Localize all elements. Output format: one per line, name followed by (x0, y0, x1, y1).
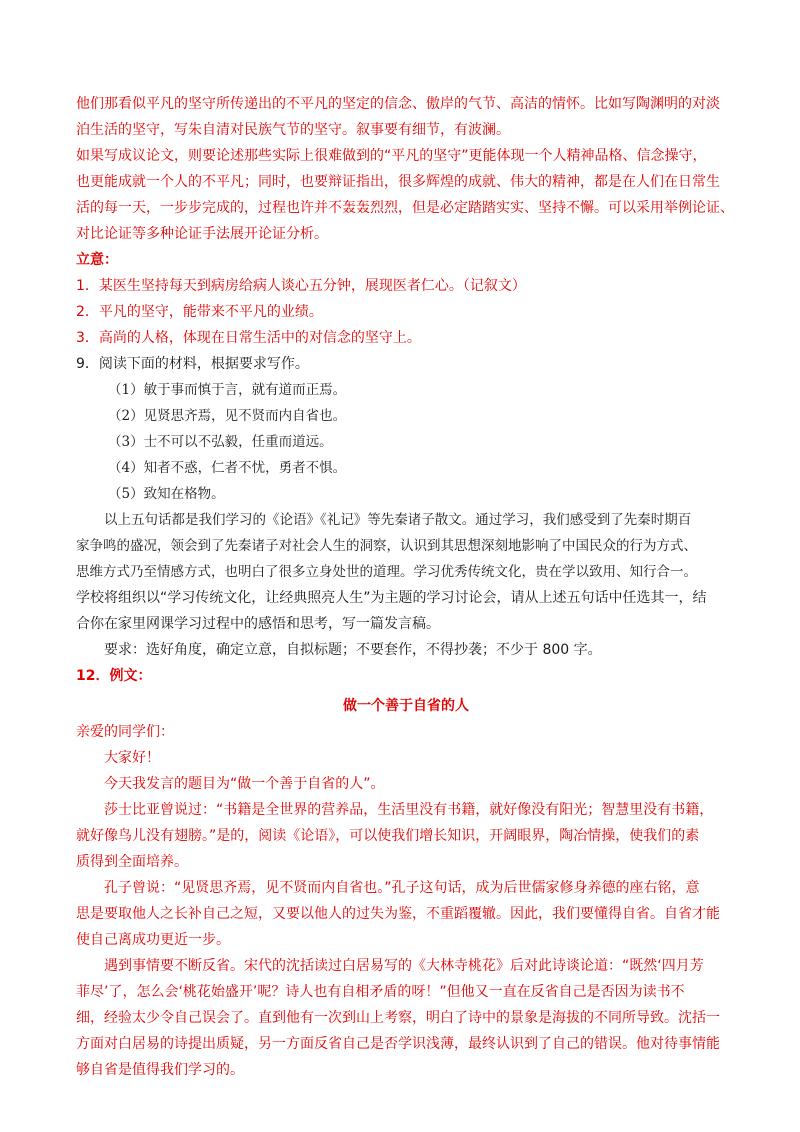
requirement-text: 要求：选好角度，确定立意，自拟标题；不要套作，不得抄袭；不少于 800 字。 (104, 642, 602, 658)
essay-line: 思是要取他人之长补自己之短，又要以他人的过失为鉴，不重蹈覆辙。因此，我们要懂得自省。自省才能 (76, 906, 720, 922)
essay-line: 就好像鸟儿没有翅膀。”是的，阅读《论语》，可以使我们增长知识，开阔眼界，陶冶情操，使我们的素 (76, 828, 700, 844)
essay-line: 够自省是值得我们学习的。 (76, 1062, 244, 1078)
essay-section (76, 663, 736, 1083)
quote-item: （1）敏于事而慎于言，就有道而正焉。 (108, 382, 347, 398)
essay-line: 方面对白居易的诗提出质疑，另一方面反省自己是否学识浅薄，最终认识到了自己的错误。他对待事情能 (76, 1036, 720, 1052)
intro-line: 活的每一天，一步步完成的，过程也许并不轰轰烈烈，但是必定踏踏实实、坚持不懈。可以采用举例论证、 (76, 200, 734, 216)
essay-line: 菲尽’了，怎么会‘桃花始盛开’呢？诗人也有自相矛盾的呀！”但他又一直在反省自己是否因为读书不 (76, 984, 685, 1000)
essay-line: 莎士比亚曾说过：“书籍是全世界的营养品，生活里没有书籍，就好像没有阳光；智慧里没有书籍， (104, 802, 714, 818)
ideas-heading: 立意： (76, 252, 118, 268)
essay-line: 使自己离成功更近一步。 (76, 932, 230, 948)
task-paragraph: 合你在家里网课学习过程中的感悟和思考，写一篇发言稿。 (76, 616, 440, 632)
quote-item: （3）士不可以不弘毅，任重而道远。 (108, 434, 333, 450)
essay-line: 质得到全面培养。 (76, 854, 188, 870)
idea-item: 3．高尚的人格，体现在日常生活中的对信念的坚守上。 (76, 330, 421, 346)
essay-heading: 12．例文： (76, 668, 152, 684)
material-paragraph: 思维方式乃至情感方式，也明白了很多立身处世的道理。学习优秀传统文化，贵在学以致用、知行合一。 (76, 564, 697, 580)
quote-item: （5）致知在格物。 (108, 486, 225, 502)
document-page (76, 91, 736, 1083)
essay-title: 做一个善于自省的人 (343, 698, 469, 714)
quote-item: （4）知者不惑，仁者不忧，勇者不惧。 (108, 460, 347, 476)
essay-line: 遇到事情要不断反省。宋代的沈括读过白居易写的《大林寺桃花》后对此诗谈论道：“既然‘四月芳 (104, 958, 704, 974)
material-paragraph: 家争鸣的盛况，领会到了先秦诸子对社会人生的洞察，认识到其思想深刻地影响了中国民众的行为方式、 (76, 538, 697, 554)
essay-line: 大家好！ (104, 750, 160, 766)
ideas-section (76, 247, 736, 351)
intro-line: 对比论证等多种论证手法展开论证分析。 (76, 226, 328, 242)
intro-line: 他们那看似平凡的坚守所传递出的不平凡的坚定的信念、傲岸的气节、高洁的情怀。比如写陶渊明的对淡 (76, 96, 720, 112)
intro-line: 如果写成议论文，则要论述那些实际上很难做到的“平凡的坚守”更能体现一个人精神品格、信念操守， (76, 148, 707, 164)
question-stem: 9．阅读下面的材料，根据要求写作。 (76, 356, 309, 372)
question-section (76, 351, 736, 663)
intro-line: 也更能成就一个人的不平凡；同时，也要辩证指出，很多辉煌的成就、伟大的精神，都是在人们在日常生 (76, 174, 720, 190)
quote-item: （2）见贤思齐焉，见不贤而内自省也。 (108, 408, 347, 424)
essay-greeting: 亲爱的同学们： (76, 724, 174, 740)
essay-line: 细，经验太少令自己误会了。直到他有一次到山上考察，明白了诗中的景象是海拔的不同所导致。沈括一 (76, 1010, 720, 1026)
essay-line: 孔子曾说：“见贤思齐焉，见不贤而内自省也。”孔子这句话，成为后世儒家修身养德的座右铭，意 (104, 880, 700, 896)
idea-item: 2．平凡的坚守，能带来不平凡的业绩。 (76, 304, 323, 320)
intro-section (76, 91, 736, 247)
task-paragraph: 学校将组织以“学习传统文化，让经典照亮人生”为主题的学习讨论会，请从上述五句话中任选其一，结 (76, 590, 707, 606)
essay-line: 今天我发言的题目为“做一个善于自省的人”。 (104, 776, 385, 792)
intro-line: 泊生活的坚守，写朱自清对民族气节的坚守。叙事要有细节，有波澜。 (76, 122, 510, 138)
idea-item: 1．某医生坚持每天到病房给病人谈心五分钟，展现医者仁心。（记叙文） (76, 278, 526, 294)
material-paragraph: 以上五句话都是我们学习的《论语》《礼记》等先秦诸子散文。通过学习，我们感受到了先秦时期百 (104, 512, 692, 528)
